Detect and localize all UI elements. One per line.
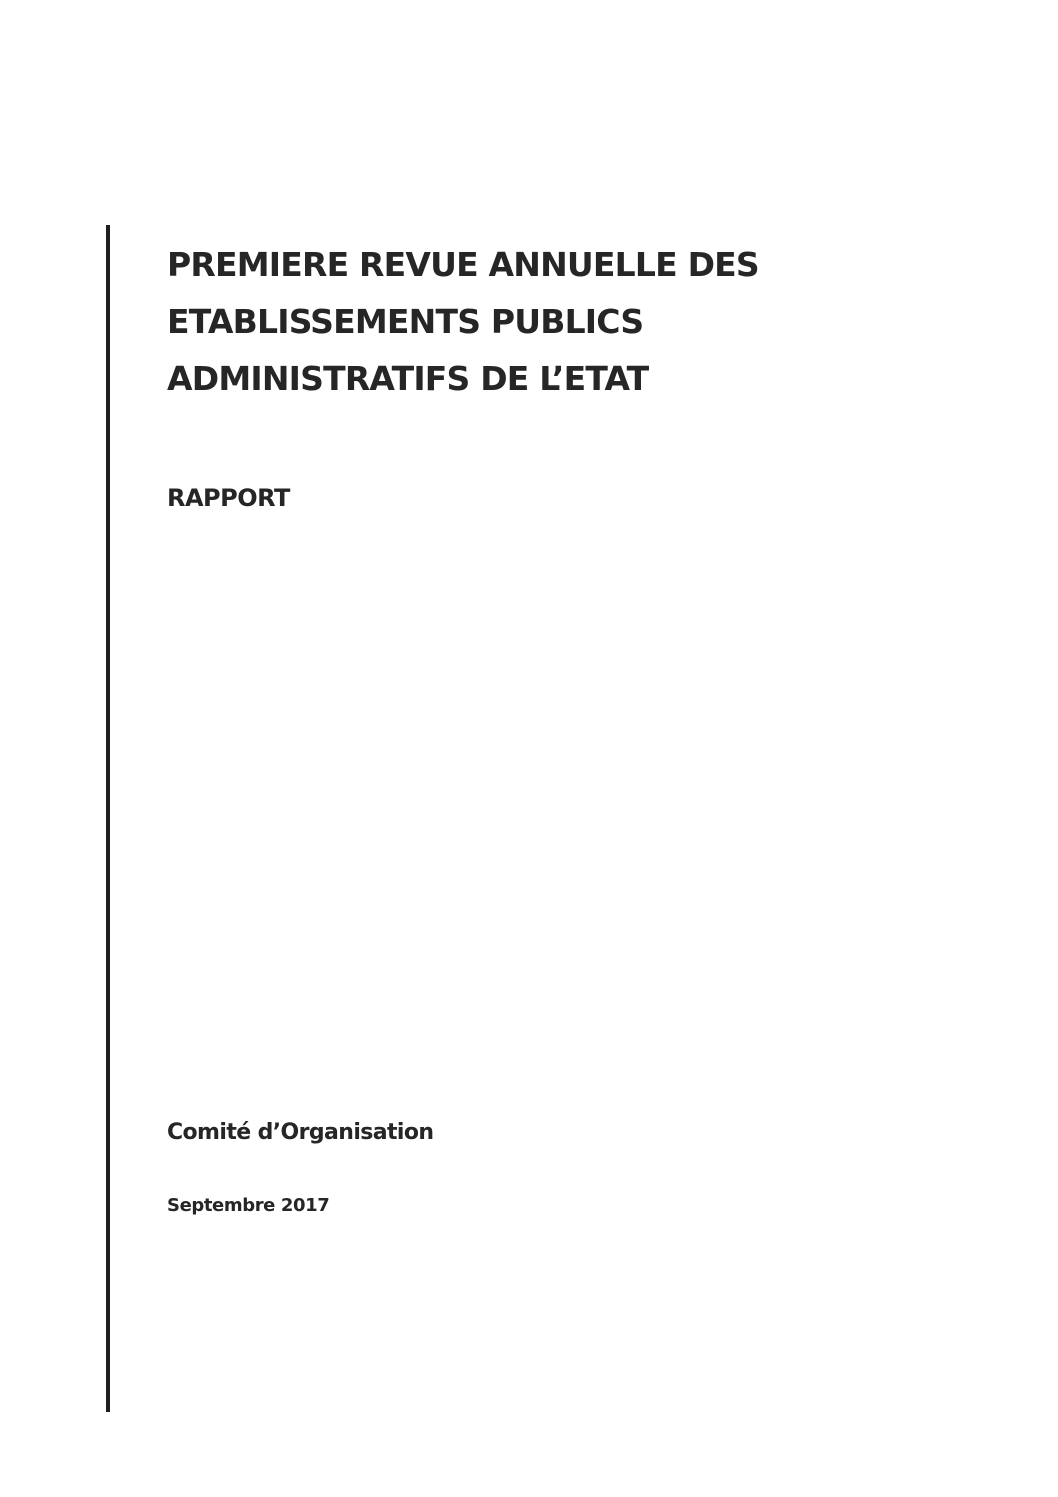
- vertical-rule: [106, 225, 110, 1412]
- title-line-2: ETABLISSEMENTS PUBLICS: [167, 302, 644, 341]
- document-title: [167, 236, 987, 407]
- organization-name: Comité d’Organisation: [167, 1120, 434, 1145]
- publication-date: Septembre 2017: [167, 1195, 330, 1216]
- title-line-3: ADMINISTRATIFS DE L’ETAT: [167, 359, 649, 398]
- title-line-1: PREMIERE REVUE ANNUELLE DES: [167, 245, 759, 284]
- document-type: RAPPORT: [167, 484, 290, 512]
